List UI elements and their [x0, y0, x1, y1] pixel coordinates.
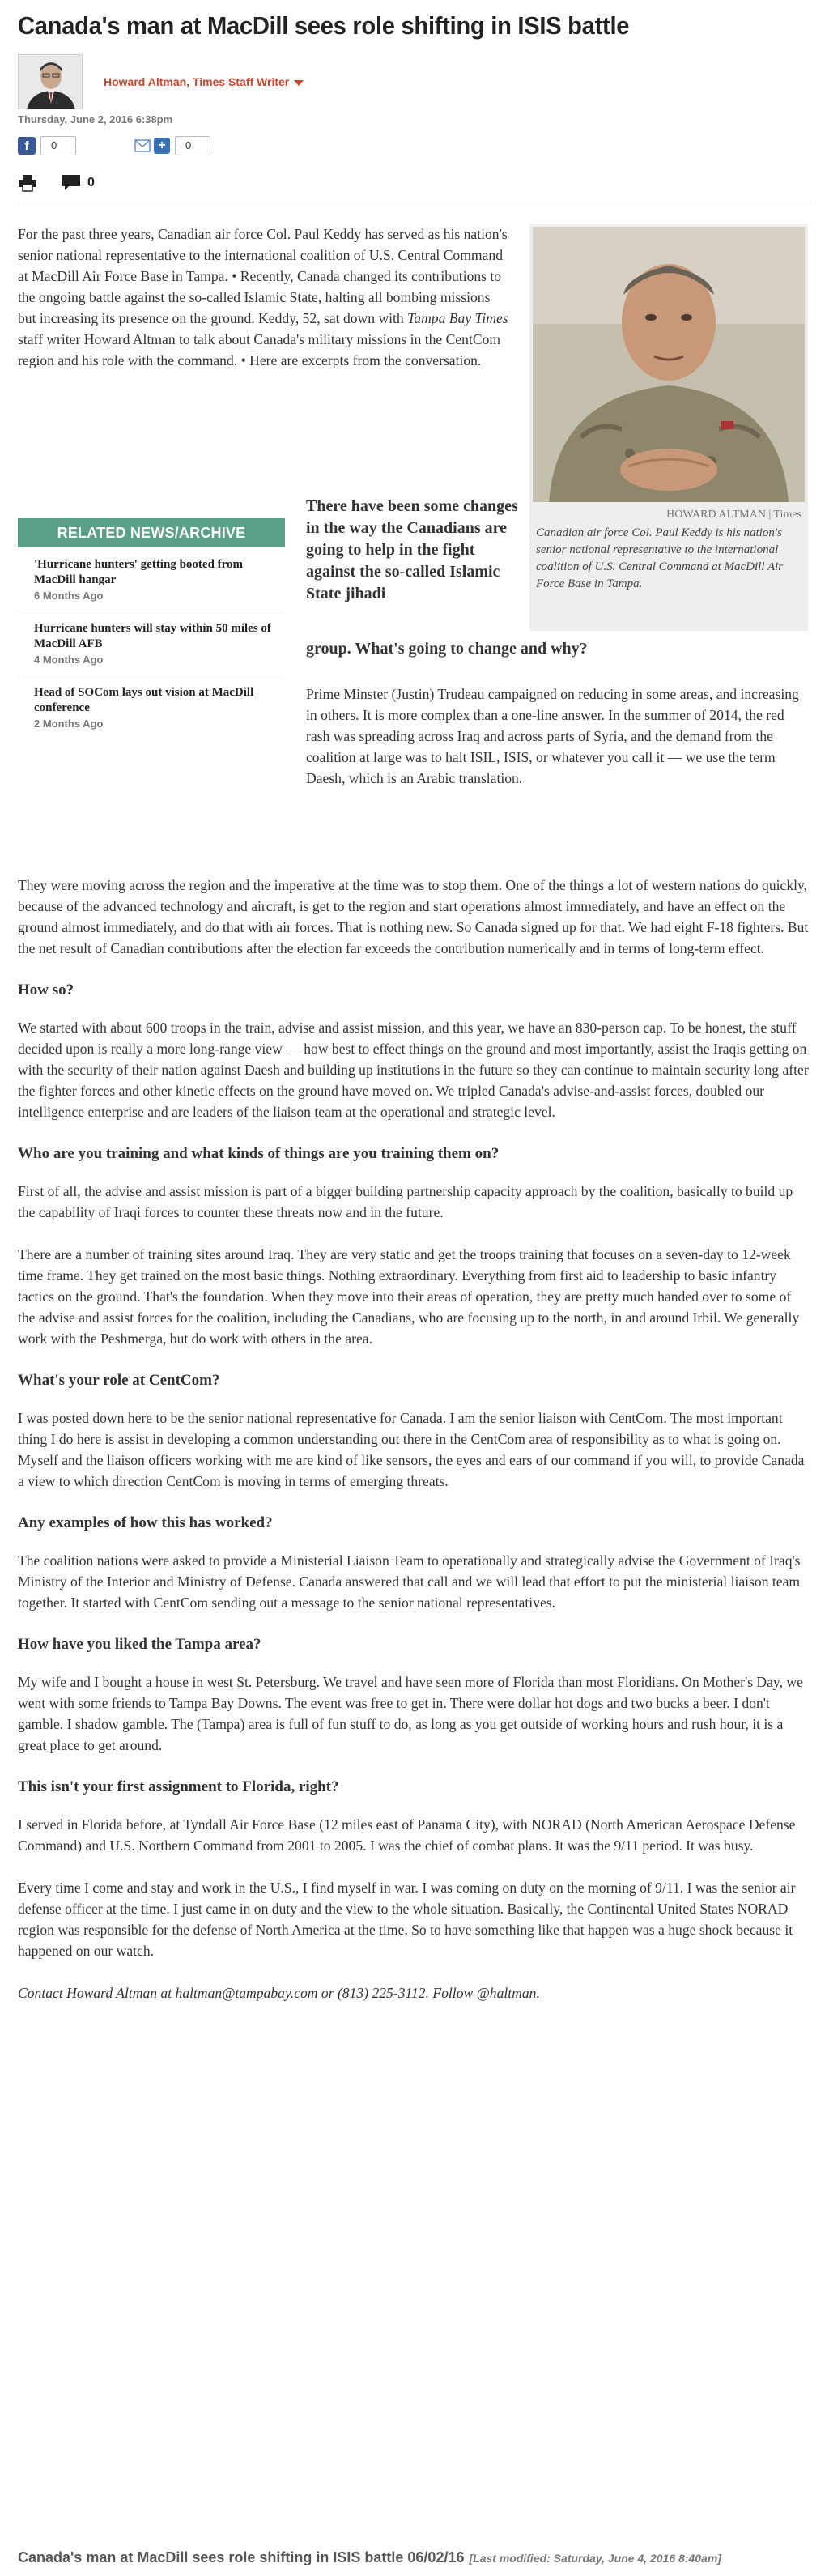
- related-item-age: 6 Months Ago: [34, 590, 104, 602]
- related-item[interactable]: [18, 547, 285, 611]
- related-heading: RELATED NEWS/ARCHIVE: [18, 518, 285, 547]
- facebook-count: 0: [40, 136, 76, 155]
- question-heading: What's your role at CentCom?: [18, 1372, 220, 1389]
- question-heading: Any examples of how this has worked?: [18, 1514, 273, 1531]
- article-body: [18, 875, 811, 2025]
- headline: Canada's man at MacDill sees role shifting in ISIS battle: [18, 11, 630, 40]
- email-icon[interactable]: [134, 139, 151, 152]
- related-item-title[interactable]: Hurricane hunters will stay within 50 miles of MacDill AFB: [34, 622, 271, 650]
- related-item[interactable]: [18, 611, 285, 675]
- comment-icon[interactable]: [62, 174, 81, 192]
- question-1-tail: group. What's going to change and why?: [306, 640, 588, 658]
- author-headshot: [18, 54, 83, 109]
- answer-paragraph: They were moving across the region and the imperative at the time was to stop them. One of the things a lot of western nations do quickly, because of the advanced technology and aircraft, is get to the region and start operations almost immediately, and have an effect on the ground almost immediately, and do that with air forces. That is nothing new. So Canada signed up for that. We had eight F-18 fighters. But the net result of Canadian contributions after the election far exceeds the contribution numerically and in terms of long-term effect.: [18, 877, 809, 956]
- related-news: [18, 518, 285, 739]
- answer-paragraph: Every time I come and stay and work in the U.S., I find myself in war. I was coming on duty on the morning of 9/11. I was the senior air defense officer at the time. I just came in on duty and the view to the whole situation. Basically, the Continental United States NORAD region was responsible for the defense of North America at the time. So to have something like that happen was a huge shock because it happened on our watch.: [18, 1880, 796, 1959]
- author-name: Howard Altman, Times Staff Writer: [104, 75, 290, 88]
- intro-italic: Tampa Bay Times: [407, 310, 508, 326]
- last-modified: [Last modified: Saturday, June 4, 2016 8:40am]: [469, 2552, 721, 2565]
- question-heading: Who are you training and what kinds of things are you training them on?: [18, 1145, 500, 1162]
- share-plus-icon[interactable]: +: [154, 138, 170, 154]
- related-item-title[interactable]: 'Hurricane hunters' getting booted from MacDill hangar: [34, 558, 244, 586]
- chevron-down-icon: [294, 80, 304, 86]
- photo-caption: Canadian air force Col. Paul Keddy is his nation's senior national representative to the international coalition of U.S. Central Command at MacDill Air Force Base in Tampa.: [536, 526, 784, 590]
- related-item-age: 4 Months Ago: [34, 654, 104, 666]
- article-photo[interactable]: [533, 227, 805, 502]
- question-1: There have been some changes in the way the Canadians are going to help in the fight against the so-called Islamic State jihadi: [306, 497, 518, 602]
- answer-paragraph: I served in Florida before, at Tyndall Air Force Base (12 miles east of Panama City), with NORAD (North American Aerospace Defense Command) and U.S. Northern Command from 2001 to 2005. I was the chief of combat plans. It was the 9/11 period. It was busy.: [18, 1816, 796, 1854]
- print-icon[interactable]: [18, 174, 37, 192]
- contact-line: Contact Howard Altman at haltman@tampabay.com or (813) 225-3112. Follow @haltman.: [18, 1985, 540, 2001]
- answer-paragraph: My wife and I bought a house in west St. Petersburg. We travel and have seen more of Florida than most Floridians. On Mother's Day, we went with some friends to Tampa Bay Downs. The event was free to get in. There were dollar hot dogs and two bucks a beer. I don't gamble. I shadow gamble. The (Tampa) area is full of fun stuff to do, as long as you get outside of working hours and rush hour, it is a great place to get around.: [18, 1674, 803, 1753]
- email-count: 0: [175, 136, 210, 155]
- related-item[interactable]: [18, 675, 285, 739]
- photo-credit: HOWARD ALTMAN | Times: [666, 509, 801, 521]
- dateline: Thursday, June 2, 2016 6:38pm: [18, 113, 173, 126]
- facebook-icon[interactable]: f: [18, 137, 36, 155]
- question-heading: How have you liked the Tampa area?: [18, 1636, 261, 1653]
- author-link[interactable]: [104, 75, 304, 88]
- question-heading: This isn't your first assignment to Florida, right?: [18, 1778, 339, 1795]
- share-bar: [18, 135, 811, 156]
- related-item-title[interactable]: Head of SOCom lays out vision at MacDill conference: [34, 686, 254, 714]
- footer-title: Canada's man at MacDill sees role shifting in ISIS battle 06/02/16: [18, 2549, 465, 2565]
- answer-paragraph: First of all, the advise and assist mission is part of a bigger building partnership capacity approach by the coalition, basically to build up the capability of Iraqi forces to counter these threats now and in the future.: [18, 1183, 793, 1220]
- question-heading: How so?: [18, 981, 74, 998]
- intro-text-1: For the past three years, Canadian air force Col. Paul Keddy has served as his nation's senior national representative to the international coalition of U.S. Central Command at MacDill Air Force Base in Tampa. • Recently, Canada changed its contributions to the ongoing battle against the so-called Islamic State, halting all bombing missions but increasing its presence on the ground. Keddy, 52, sat down with: [18, 226, 508, 326]
- related-item-age: 2 Months Ago: [34, 717, 104, 730]
- byline: [18, 53, 811, 110]
- answer-1: Prime Minster (Justin) Trudeau campaigned on reducing in some areas, and increasing in others. It is more complex than a one-line answer. In the summer of 2014, the red rash was spreading across Iraq and across parts of Syria, and the demand from the coalition at large was to halt ISIL, ISIS, or whatever you call it — we use the term Daesh, which is an Arabic translation.: [306, 686, 799, 786]
- answer-paragraph: I was posted down here to be the senior national representative for Canada. I am the senior liaison with CentCom. The most important thing I do here is assist in developing a common understanding out there in the CentCom area of responsibility as to what is going on. Myself and the liaison officers working with me are kind of like sensors, the eyes and ears of our command if you will, to provide Canada a view to which direction CentCom is moving in terms of emerging threats.: [18, 1410, 805, 1489]
- answer-paragraph: We started with about 600 troops in the train, advise and assist mission, and this year, we have an 830-person cap. To be honest, the stuff decided upon is really a more long-range view — how best to effect things on the ground and most importantly, assist the Iraqis getting on with the security of their nation against Daesh and building up institutions in the future so they can continue to maintain security long after the fighter forces and other kinetic effects on the ground have moved on. We tripled Canada's advise-and-assist forces, doubled our intelligence enterprise and are leaders of the liaison team at the operational and strategic level.: [18, 1020, 809, 1120]
- tools-bar: [18, 174, 811, 192]
- intro-paragraph: [18, 224, 512, 371]
- comment-count: 0: [87, 176, 95, 189]
- intro-text-2: staff writer Howard Altman to talk about Canada's military missions in the CentCom region and his role with the command. • Here are excerpts from the conversation.: [18, 331, 501, 368]
- footer: [18, 2549, 819, 2566]
- author-photo-icon: [19, 55, 83, 109]
- answer-paragraph: The coalition nations were asked to provide a Ministerial Liaison Team to operationally and strategically advise the Government of Iraq's Ministry of the Interior and Ministry of Defense. Canada answered that call and we will lead that effort to put the ministerial liaison team together. It started with CentCom sending out a message to the senior national representatives.: [18, 1552, 801, 1611]
- officer-portrait-icon: [533, 227, 805, 502]
- photo-box: [529, 224, 808, 631]
- answer-paragraph: There are a number of training sites around Iraq. They are very static and get the troops training that focuses on a seven-day to 12-week time frame. They get trained on the most basic things. Nothing extraordinary. Everything from first aid to leadership to basic infantry tactics on the ground. That's the foundation. When they move into their areas of operation, they are pretty much handed over to some of the advise and assist forces for the coalition, including the Canadians, who are focusing up to the north, in and around Irbil. We generally work with the Peshmerga, but do work with others in the area.: [18, 1246, 800, 1347]
